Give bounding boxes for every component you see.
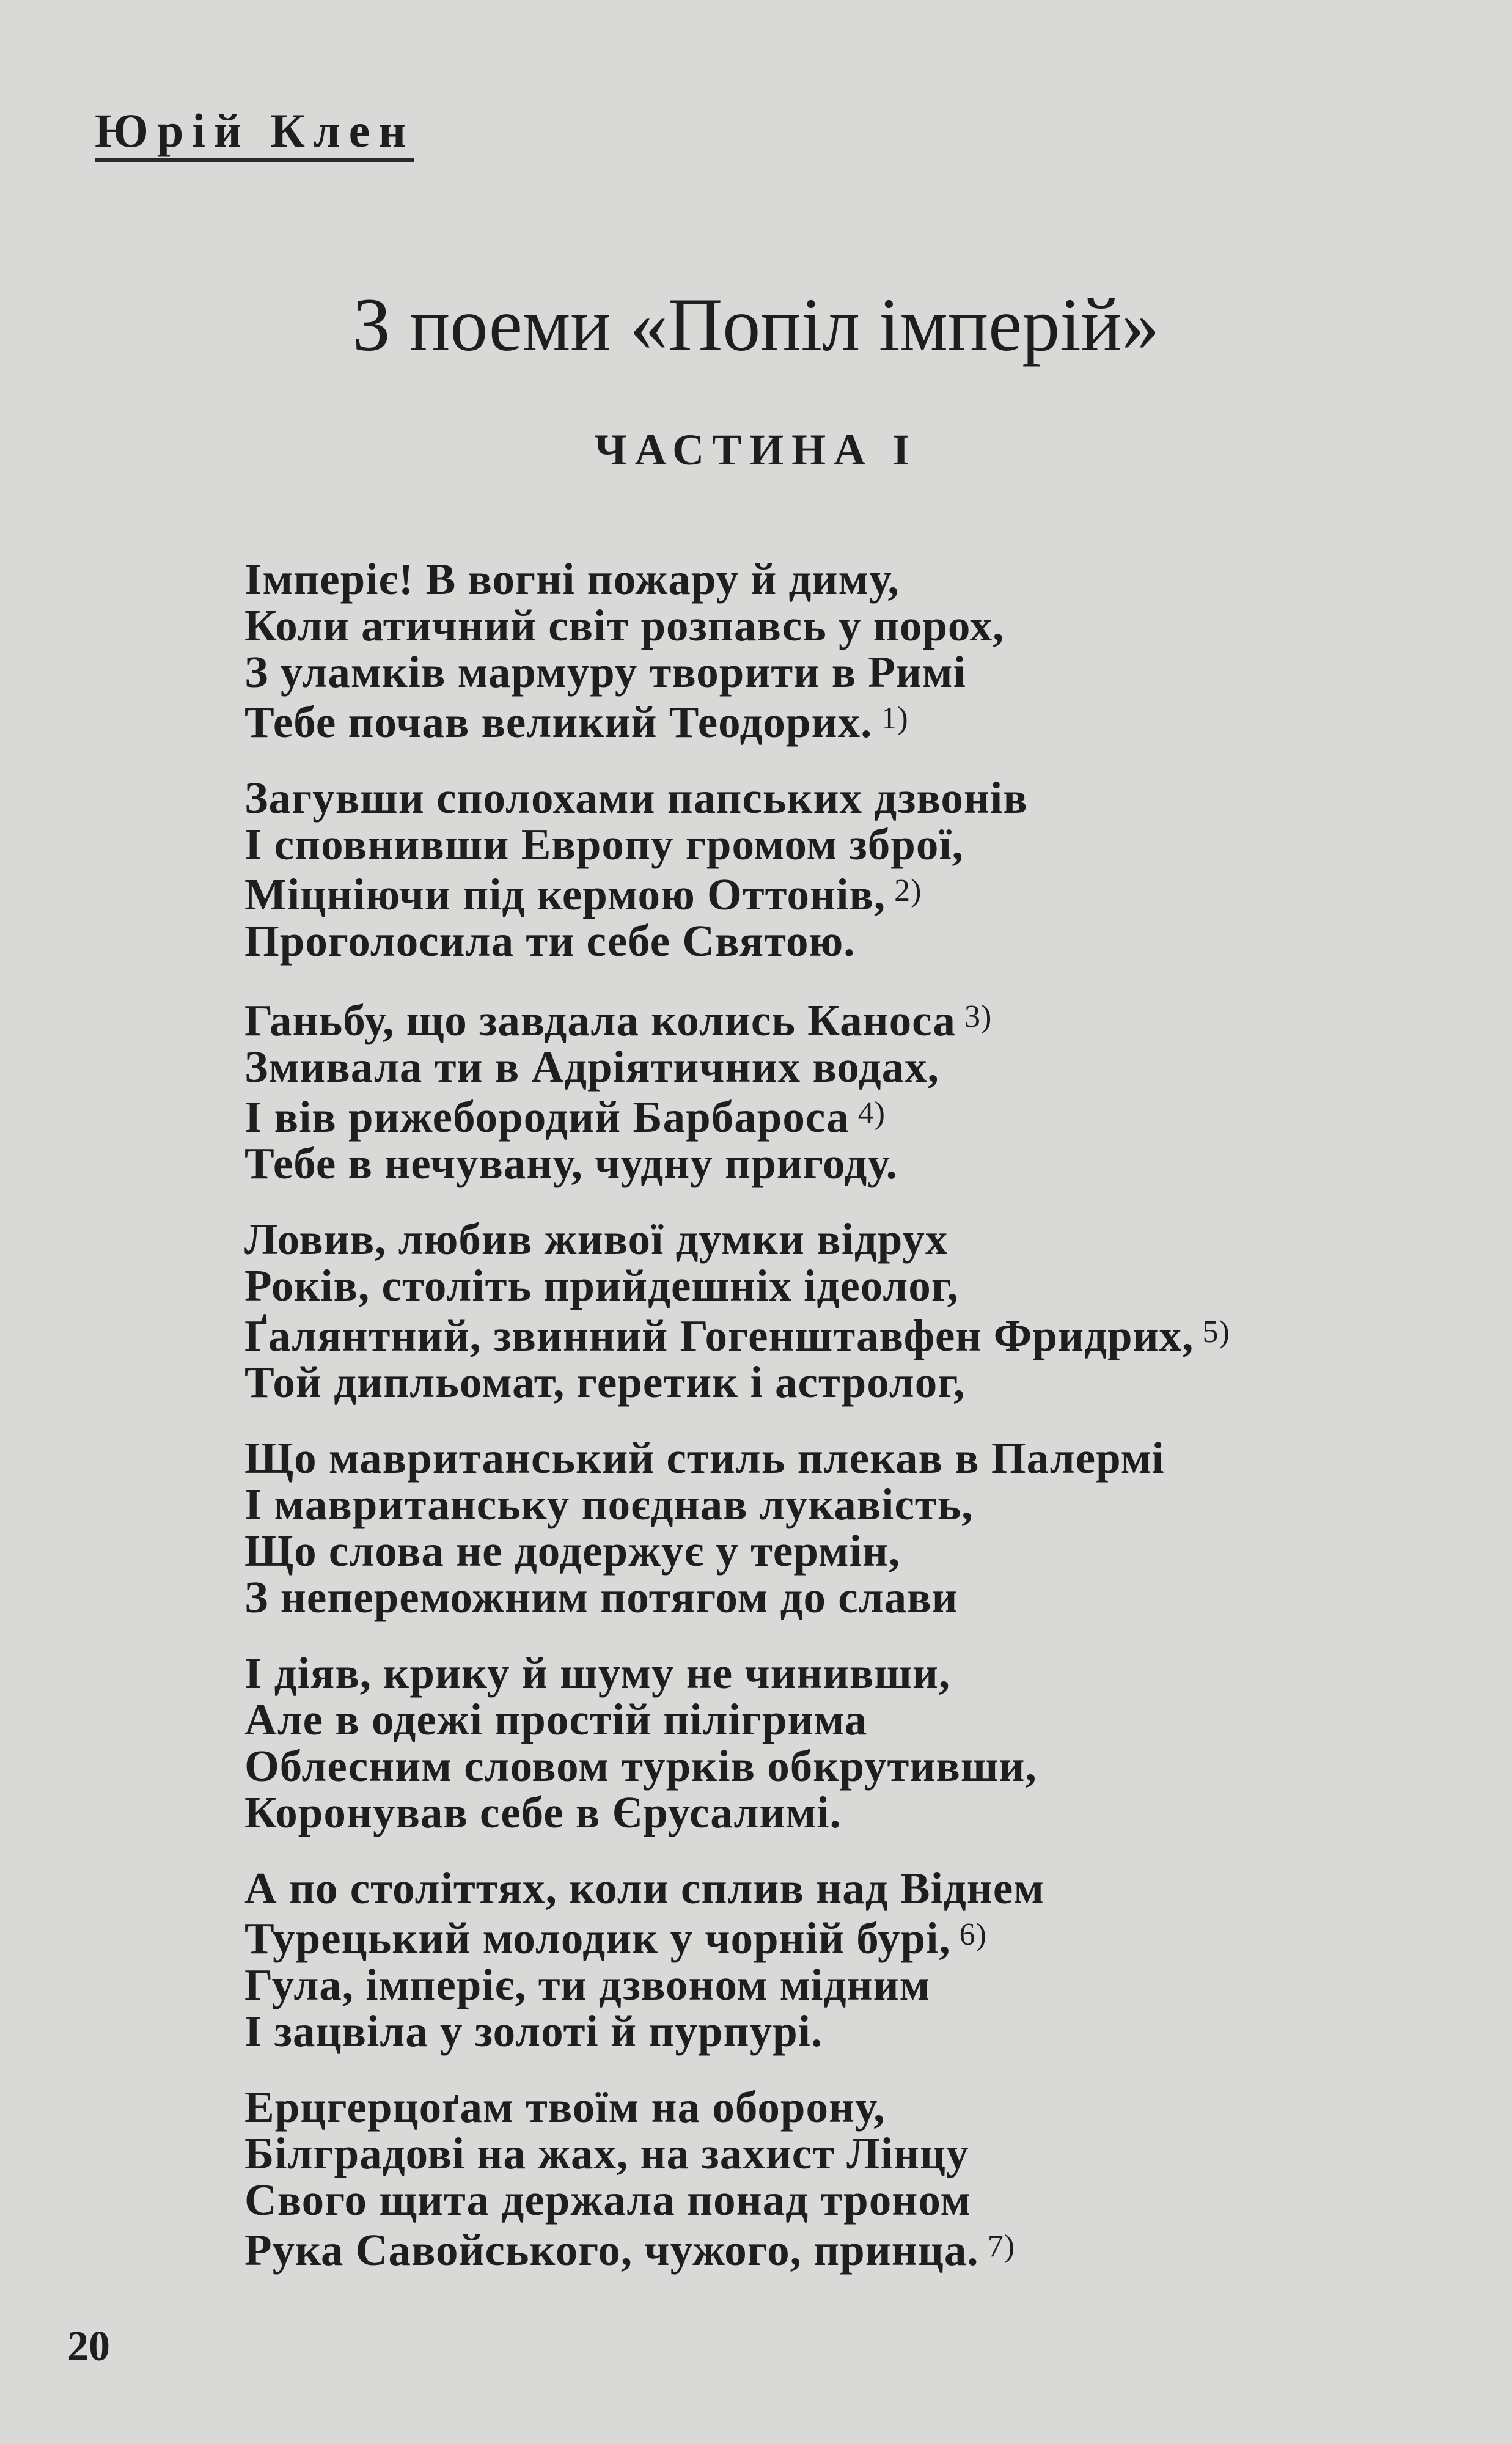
stanza xyxy=(244,2084,1442,2273)
verse-text: Що мавританський стиль плекав в Палермі xyxy=(244,1433,1165,1483)
verse-line xyxy=(244,994,1442,1044)
verse-text: Коронував себе в Єрусалимі. xyxy=(244,1788,842,1837)
footnote-marker: 1) xyxy=(881,701,909,736)
stanza xyxy=(244,1865,1442,2055)
footnote-marker: 6) xyxy=(959,1917,987,1952)
verse-text: Той дипльомат, геретик і астролог, xyxy=(244,1357,966,1407)
verse-line xyxy=(244,2130,1442,2177)
verse-line xyxy=(244,918,1442,964)
verse-text: Що слова не додержує у термін, xyxy=(244,1526,901,1576)
verse-line xyxy=(244,695,1442,746)
footnote-marker: 4) xyxy=(857,1096,886,1131)
verse-text: Ганьбу, що завдала колись Каноса xyxy=(244,996,956,1045)
verse-text: І діяв, крику й шуму не чинивши, xyxy=(244,1648,951,1698)
verse-text: З уламків мармуру творити в Римі xyxy=(244,647,966,697)
verse-line xyxy=(244,1789,1442,1836)
verse-line xyxy=(244,1912,1442,1962)
poem-body xyxy=(244,556,1442,2303)
verse-text: Ловив, любив живої думки відрух xyxy=(244,1214,949,1264)
author-name: Юрій Клен xyxy=(95,107,414,162)
verse-line xyxy=(244,1574,1442,1621)
verse-text: Гула, імперіє, ти дзвоном мідним xyxy=(244,1960,931,2009)
verse-text: Імперіє! В вогні пожару й диму, xyxy=(244,554,900,604)
page-number: 20 xyxy=(67,2323,110,2370)
footnote-marker: 2) xyxy=(894,873,922,908)
poem-title: З поеми «Попіл імперій» xyxy=(352,283,1160,367)
verse-text: Облесним словом турків обкрутивши, xyxy=(244,1741,1037,1791)
verse-line xyxy=(244,1359,1442,1406)
stanza xyxy=(244,1650,1442,1836)
verse-text: А по століттях, коли сплив над Віднем xyxy=(244,1863,1044,1913)
verse-text: Змивала ти в Адріятичних водах, xyxy=(244,1042,939,1092)
footnote-marker: 5) xyxy=(1202,1315,1230,1349)
verse-text: Але в одежі простій пілігрима xyxy=(244,1695,868,1744)
verse-line xyxy=(244,1090,1442,1140)
verse-line xyxy=(244,649,1442,695)
verse-text: Тебе почав великий Теодорих. xyxy=(244,697,873,747)
footnote-marker: 3) xyxy=(964,999,993,1034)
verse-line xyxy=(244,603,1442,649)
verse-line xyxy=(244,1309,1442,1359)
verse-line xyxy=(244,556,1442,603)
verse-text: Проголосила ти себе Святою. xyxy=(244,916,856,966)
verse-line xyxy=(244,2084,1442,2130)
verse-text: І сповнивши Европу громом зброї, xyxy=(244,820,964,869)
verse-line xyxy=(244,821,1442,868)
stanza xyxy=(244,775,1442,964)
part-heading: ЧАСТИНА І xyxy=(594,425,918,474)
verse-line xyxy=(244,1044,1442,1090)
verse-text: І мавританську поєднав лукавість, xyxy=(244,1480,974,1529)
verse-text: Рука Савойського, чужого, принца. xyxy=(244,2225,979,2275)
verse-line xyxy=(244,1140,1442,1187)
verse-line xyxy=(244,1865,1442,1912)
stanza xyxy=(244,1216,1442,1406)
verse-text: Міцніючи під кермою Оттонів, xyxy=(244,870,886,919)
verse-line xyxy=(244,2223,1442,2273)
stanza xyxy=(244,1435,1442,1621)
verse-line xyxy=(244,1743,1442,1789)
verse-line xyxy=(244,1528,1442,1574)
verse-line xyxy=(244,1435,1442,1481)
verse-text: Свого щита держала понад троном xyxy=(244,2175,972,2225)
verse-line xyxy=(244,1481,1442,1528)
footnote-marker: 7) xyxy=(987,2229,1016,2264)
verse-line xyxy=(244,1650,1442,1697)
verse-text: З непереможним потягом до слави xyxy=(244,1572,958,1622)
verse-text: Тебе в нечувану, чудну пригоду. xyxy=(244,1139,898,1188)
verse-line xyxy=(244,1962,1442,2008)
stanza xyxy=(244,994,1442,1187)
verse-text: І зацвіла у золоті й пурпурі. xyxy=(244,2006,823,2056)
verse-text: Турецький молодик у чорній бурі, xyxy=(244,1914,951,1963)
verse-text: Загувши сполохами папських дзвонів xyxy=(244,773,1028,823)
verse-line xyxy=(244,2008,1442,2055)
verse-text: І вів рижебородий Барбароса xyxy=(244,1092,850,1142)
stanza xyxy=(244,556,1442,746)
verse-line xyxy=(244,1216,1442,1263)
verse-text: Коли атичний світ розпавсь у порох, xyxy=(244,601,1005,650)
verse-text: Ерцгерцоґам твоїм на оборону, xyxy=(244,2082,886,2132)
verse-text: Білградові на жах, на захист Лінцу xyxy=(244,2129,969,2178)
verse-line xyxy=(244,775,1442,821)
verse-line xyxy=(244,2177,1442,2223)
verse-line xyxy=(244,868,1442,918)
verse-line xyxy=(244,1263,1442,1309)
verse-text: Ґалянтний, звинний Гогенштавфен Фридрих, xyxy=(244,1311,1194,1360)
verse-text: Років, століть прийдешніх ідеолог, xyxy=(244,1261,959,1310)
verse-line xyxy=(244,1697,1442,1743)
